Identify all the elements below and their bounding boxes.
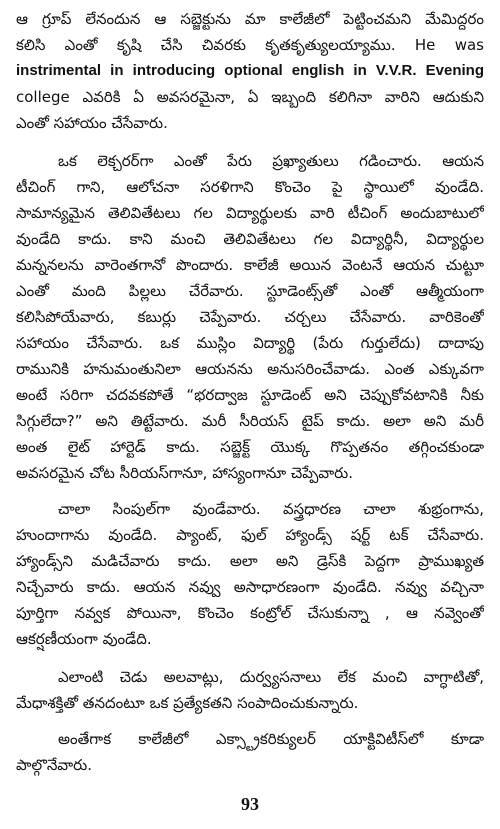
text-line: కలిసిపోయేవారు, కబుర్లు చెప్పేవారు. చర్చలు చేసేవారు. వారికెంతో [16, 308, 484, 326]
page-number: 93 [241, 794, 259, 814]
text-line: టీచింగ్ గాని, ఆలోచనా సరళిగాని కొంచెం పై స్థాయిలో వుండేది. [16, 178, 484, 196]
text-line: ఆ గ్రూప్ లేనందున ఆ సబ్జెక్టును మా కాలేజీలో పెట్టించమని మేమిద్దరం [16, 10, 484, 28]
text-line: ఎంతో మంది పిల్లలు చేరేవారు. స్టూడెంట్స్‌తో ఎంతో ఆత్మీయంగా [16, 282, 484, 300]
text-line: మేధాశక్తితో తనదంటూ ఒక ప్రత్యేకతని సంపాదించుకున్నారు. [16, 694, 359, 712]
text-line: పాల్గొనేవారు. [16, 756, 93, 774]
text-line: సహాయం చేసేవారు. ఒక ముస్లిం విద్యార్థి (పేరు గుర్తులేదు) దాదాపు [16, 334, 484, 352]
paragraph-first-line: అంతేగాక కాలేజీలో ఎక్స్ట్రాకరిక్యులర్ యాక్టివిటీస్‌లో కూడా [58, 730, 484, 748]
paragraph-first-line: చాలా సింపుల్‌గా వుండేవారు. వస్త్రధారణ చాలా శుభ్రంగాను, [58, 500, 484, 518]
text-line: పూర్తిగా నవ్వక పోయినా, కొంచెం కంట్రోల్ చేసుకున్నా , ఆ నవ్వెంతో [16, 604, 484, 622]
text-line: రామునికి హనుమంతునిలా ఆయనను అనుసరించేవాడు. ఎంత ఎక్కువగా [16, 360, 484, 378]
text-line: college ఎవరికి ఏ అవసరమైనా, ఏ ఇబ్బంది కలిగినా వారిని ఆదుకుని [16, 88, 484, 106]
text-line: కలిసి ఎంతో కృషి చేసి చివరకు కృతకృత్యులయ్యాము. He was [16, 36, 484, 54]
paragraph-first-line: ఎలాంటి చెడు అలవాట్లు, దుర్వ్యసనాలు లేక మంచి వాగ్ధాటితో, [58, 668, 484, 686]
paragraph-first-line: ఒక లెక్చరర్‌గా ఎంతో పేరు ప్రఖ్యాతులు గడించారు. ఆయన [58, 152, 484, 170]
text-line: ఎంతో సహాయం చేసేవారు. [16, 114, 168, 132]
text-line: హుందాగాను వుండేది. ప్యాంట్, ఫుల్ హ్యాండ్స్ షర్ట్ టక్ చేసేవారు. [16, 526, 484, 544]
text-line: నిచ్చేవారు కాదు. ఆయన నవ్వు అసాధారణంగా వుండేది. నవ్వు వచ్చినా [16, 578, 484, 596]
text-line: అవసరమైన చోట సీరియస్‌గానూ, హాస్యంగానూ చెప్పేవారు. [16, 464, 353, 482]
text-line: ఆకర్షణీయంగా వుండేది. [16, 630, 152, 648]
text-line: వుండేది కాదు. కాని మంచి తెలివితేటలు గల విద్యార్థినీ, విద్యార్థుల [16, 230, 484, 248]
text-line: సిగ్గులేదా?” అని తిట్టేవారు. మరీ సీరియస్ టైప్ కాదు. అలా అని మరీ [16, 412, 484, 430]
text-line: హ్యాండ్స్‌ని మడిచేవారు కాదు. అలా అని డ్రెస్‌కి పెద్దగా ప్రాముఖ్యత [16, 552, 484, 570]
text-line: అంత లైట్ హార్టెడ్ కాదు. సబ్జెక్ట్ యొక్క గొప్పతనం తగ్గించకుండా [16, 438, 484, 456]
text-line: అంటే సరిగా చదవకపోతే “భరద్వాజ స్టూడెంట్ అని చెప్పుకోవటానికి నీకు [16, 386, 484, 404]
text-line: సామాన్యమైన తెలివితేటలు గల విద్యార్థులకు వారి టీచింగ్ అందుబాటులో [16, 204, 484, 222]
text-line: మన్ననలను వారెంతగానో పొందారు. కాలేజీ అయిన వెంటనే ఆయన చుట్టూ [16, 256, 484, 274]
text-line: instrimental in introducing optional english in V.V.R. Evening [16, 62, 484, 79]
